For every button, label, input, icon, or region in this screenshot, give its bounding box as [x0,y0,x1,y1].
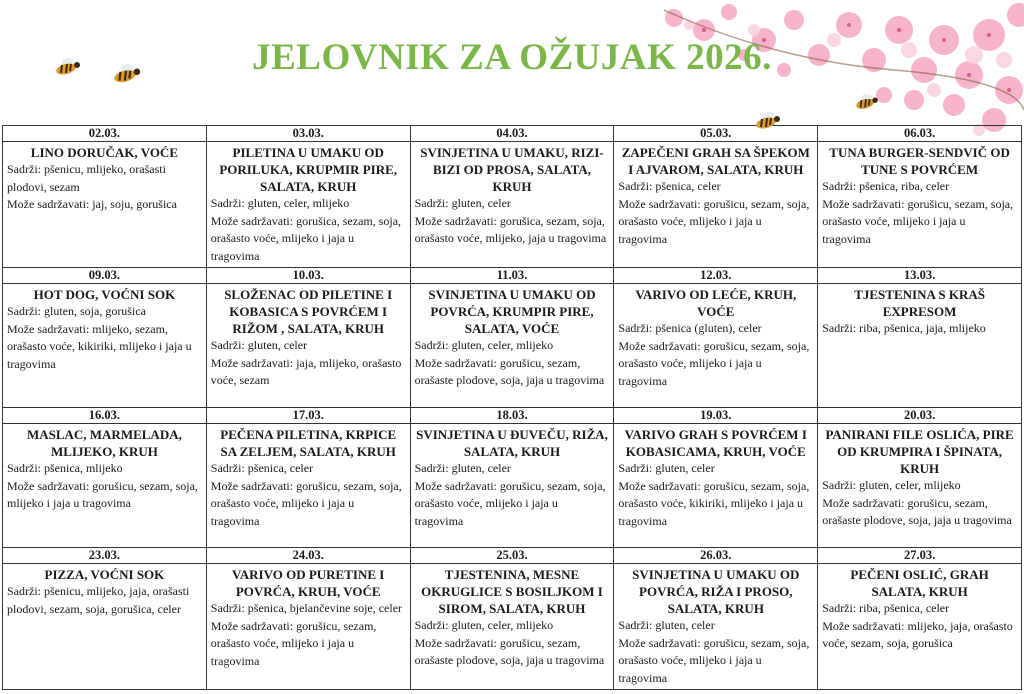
allergens-contains: Sadrži: pšenica, riba, celer [822,179,950,193]
day-cell [3,548,207,690]
day-date: 04.03. [411,126,614,142]
meal-name: VARIVO GRAH S POVRĆEM I KOBASICAMA, KRUH, VOĆE [624,427,807,459]
allergens-contains: Sadrži: gluten, celer [618,461,715,475]
allergens-contains: Sadrži: gluten, celer, mlijeko [210,196,350,210]
day-cell [206,548,410,690]
day-date: 05.03. [614,126,817,142]
allergens-may-contain: Može sadržavati: gorušicu, sezam, soja, orašasto voće, mlijeko i jaja u tragovima [618,196,810,246]
page-title: JELOVNIK ZA OŽUJAK 2026. [252,37,772,78]
meal-name: TJESTENINA S KRAŠ EXPRESOM [854,287,985,319]
day-date: 23.03. [3,548,206,564]
allergens-contains: Sadrži: gluten, celer [618,618,715,632]
allergens-may-contain: Može sadržavati: jaj, soju, gorušica [7,197,177,211]
meal-name: LINO DORUČAK, VOĆE [30,145,178,160]
allergens-may-contain: Može sadržavati: gorušica, sezam, soja, orašasto voće, mlijeko i jaja u tragovima [210,213,402,263]
allergens-may-contain: Može sadržavati: mlijeko, jaja, orašasto voće, sezam, soja, gorušica [822,618,1013,650]
allergens-may-contain: Može sadržavati: gorušicu, sezam, soja, orašasto voće, mlijeko i jaja u tragovima [618,635,810,685]
allergens-contains: Sadrži: gluten, soja, gorušica [7,304,146,318]
meal-name: PEČENA PILETINA, KRPICE SA ZELJEM, SALATA, KRUH [220,427,397,459]
meal-name: TUNA BURGER-SENDVIČ OD TUNE S POVRĆEM [829,145,1010,177]
allergens-contains: Sadrži: riba, pšenica, celer [822,601,950,615]
day-cell [818,268,1022,408]
allergens-contains: Sadrži: gluten, celer [210,338,308,352]
day-date: 11.03. [411,268,614,284]
day-cell [410,268,614,408]
day-cell [410,126,614,268]
meal-name: HOT DOG, VOĆNI SOK [33,287,176,302]
day-cell [410,408,614,548]
allergens-contains: Sadrži: gluten, celer [414,196,511,210]
day-cell [818,548,1022,690]
day-date: 27.03. [818,548,1021,564]
day-cell [206,408,410,548]
allergens-may-contain: Može sadržavati: gorušica, sezam, soja, orašasto voće, mlijeko, jaja u tragovima [414,213,607,245]
allergens-may-contain: Može sadržavati: gorušicu, sezam, orašasto voće, mlijeko i jaja u tragovima [210,618,377,668]
day-cell [3,408,207,548]
allergens-may-contain: Može sadržavati: gorušicu, sezam, soja, orašasto voće, mlijeko i jaja u tragovima [822,196,1014,246]
bee-icon [852,92,880,112]
allergens-contains: Sadrži: pšenica, celer [210,461,314,475]
day-date: 25.03. [411,548,614,564]
allergens-may-contain: Može sadržavati: gorušicu, sezam, soja, orašasto voće, mlijeko i jaja u tragovima [414,478,606,528]
day-date: 03.03. [207,126,410,142]
allergens-contains: Sadrži: pšenicu, mlijeko, jaja, orašasti plodovi, sezam, soja, gorušica, celer [7,584,190,616]
day-date: 24.03. [207,548,410,564]
meal-name: SVINJETINA U UMAKU OD POVRĆA, RIŽA I PROSO, SALATA, KRUH [632,567,800,616]
allergens-contains: Sadrži: pšenica, mlijeko [7,461,123,475]
allergens-contains: Sadrži: pšenica, celer [618,179,721,193]
allergens-contains: Sadrži: gluten, celer, mlijeko [414,618,554,632]
week-row [3,408,1022,548]
week-row [3,548,1022,690]
meal-name: SVINJETINA U UMAKU, RIZI-BIZI OD PROSA, SALATA, KRUH [420,145,604,194]
allergens-may-contain: Može sadržavati: jaja, mlijeko, orašasto voće, sezam [210,355,402,387]
meal-name: VARIVO OD PURETINE I POVRĆA, KRUH, VOĆE [232,567,385,599]
meal-name: ZAPEČENI GRAH SA ŠPEKOM I AJVAROM, SALATA, KRUH [621,145,810,177]
allergens-contains: Sadrži: riba, pšenica, jaja, mlijeko [822,321,986,335]
day-date: 12.03. [614,268,817,284]
day-cell [3,126,207,268]
week-row [3,268,1022,408]
allergens-contains: Sadrži: gluten, celer, mlijeko [822,478,961,492]
day-date: 16.03. [3,408,206,424]
allergens-may-contain: Može sadržavati: gorušicu, sezam, soja, orašasto voće, mlijeko i jaja u tragovima [210,478,402,528]
meal-name: MASLAC, MARMELADA, MLIJEKO, KRUH [26,427,182,459]
day-date: 17.03. [207,408,410,424]
allergens-may-contain: Može sadržavati: gorušicu, sezam, soja, mlijeko i jaja u tragovima [7,478,198,510]
meal-name: VARIVO OD LEĆE, KRUH, VOĆE [635,287,797,319]
day-cell [206,268,410,408]
day-date: 18.03. [411,408,614,424]
bee-icon [752,110,782,132]
day-date: 26.03. [614,548,817,564]
meal-name: SLOŽENAC OD PILETINE I KOBASICA S POVRĆEM I RIŽOM , SALATA, KRUH [224,287,393,336]
meal-name: PANIRANI FILE OSLIĆA, PIRE OD KRUMPIRA I ŠPINATA, KRUH [825,427,1014,476]
allergens-contains: Sadrži: pšenica, bjelančevine soje, celer [210,601,403,615]
day-cell [3,268,207,408]
allergens-contains: Sadrži: pšenica (gluten), celer [618,321,762,335]
allergens-may-contain: Može sadržavati: mlijeko, sezam, orašasto voće, kikiriki, mlijeko i jaja u tragovima [7,321,192,371]
meal-name: SVINJETINA U UMAKU OD POVRĆA, KRUMPIR PIRE, SALATA, VOĆE [428,287,596,336]
day-cell [614,548,818,690]
meal-name: SVINJETINA U ĐUVEČU, RIŽA, SALATA, KRUH [416,427,608,459]
allergens-contains: Sadrži: gluten, celer [414,461,511,475]
meal-name: TJESTENINA, MESNE OKRUGLICE S BOSILJKOM I SIROM, SALATA, KRUH [421,567,603,616]
day-date: 19.03. [614,408,817,424]
allergens-contains: Sadrži: pšenicu, mlijeko, orašasti plodovi, sezam [7,162,166,194]
allergens-may-contain: Može sadržavati: gorušicu, sezam, orašaste plodove, soja, jaja u tragovima [414,355,605,387]
meal-name: PIZZA, VOĆNI SOK [44,567,165,582]
day-cell [614,268,818,408]
day-cell [818,126,1022,268]
day-date: 20.03. [818,408,1021,424]
day-cell [206,126,410,268]
meal-name: PILETINA U UMAKU OD PORILUKA, KRUPMIR PIRE, SALATA, KRUH [219,145,398,194]
week-row [3,126,1022,268]
allergens-may-contain: Može sadržavati: gorušicu, sezam, soja, orašasto voće, mlijeko i jaja u tragovima [618,338,810,388]
menu-table [2,125,1022,690]
day-date: 13.03. [818,268,1021,284]
day-date: 09.03. [3,268,206,284]
allergens-may-contain: Može sadržavati: gorušicu, sezam, soja, orašasto voće, kikiriki, mlijeko i jaja u tragovima [618,478,810,528]
day-cell [614,126,818,268]
day-cell [614,408,818,548]
allergens-contains: Sadrži: gluten, celer, mlijeko [414,338,554,352]
day-date: 06.03. [818,126,1021,142]
day-date: 10.03. [207,268,410,284]
day-cell [410,548,614,690]
meal-name: PEČENI OSLIĆ, GRAH SALATA, KRUH [850,567,989,599]
allergens-may-contain: Može sadržavati: gorušicu, sezam, orašaste plodove, soja, jaja u tragovima [822,495,1012,527]
day-cell [818,408,1022,548]
allergens-may-contain: Može sadržavati: gorušicu, sezam, orašaste plodove, soja, jaja u tragovima [414,635,605,667]
day-date: 02.03. [3,126,206,142]
